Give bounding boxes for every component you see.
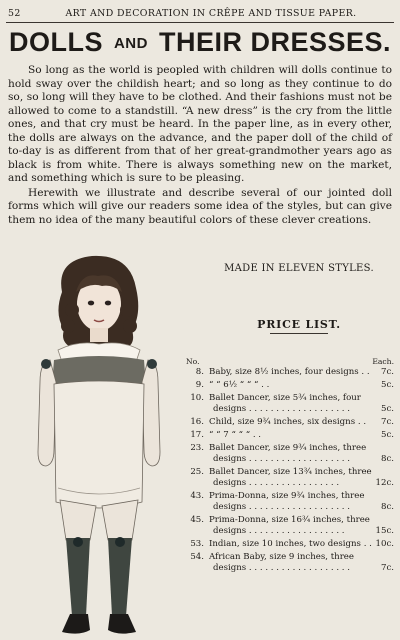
item-number: 43. (190, 491, 204, 501)
col-no-header: No. (186, 357, 200, 366)
item-price: 8c. (380, 454, 394, 464)
item-price: 5c. (380, 430, 394, 440)
item-description: “ “ 7 “ “ “ . . (209, 430, 262, 440)
item-price: 10c. (375, 539, 394, 549)
item-description: “ “ 6½ “ “ “ . . (209, 380, 270, 390)
price-item (186, 443, 394, 465)
item-price: 8c. (380, 502, 394, 512)
price-item (186, 430, 394, 441)
item-price: 7c. (380, 563, 394, 573)
price-item (186, 380, 394, 391)
item-description: Ballet Dancer, size 5¾ inches, four designs . . . . . . . . . . . . . . . . . . . (209, 393, 361, 414)
price-item (186, 539, 394, 550)
item-price: 12c. (375, 478, 394, 488)
col-each-header: Each. (372, 357, 394, 366)
header-rule (6, 22, 394, 23)
paragraph: Herewith we illustrate and describe several of our jointed doll forms which will give our readers some idea of the styles, but can give them no idea of the many beautiful colors of these clever creations. (8, 186, 392, 226)
item-price: 5c. (380, 404, 394, 414)
price-list-title: PRICE LIST. (257, 318, 341, 331)
item-number: 53. (190, 539, 204, 549)
article-title (0, 27, 400, 59)
item-price: 7c. (380, 417, 394, 427)
price-list-rule (270, 333, 328, 334)
item-number: 8. (195, 367, 204, 377)
price-item (186, 515, 394, 537)
made-in-styles: MADE IN ELEVEN STYLES. (224, 263, 374, 274)
item-number: 54. (190, 552, 204, 562)
price-list (186, 356, 394, 574)
article-body (8, 64, 392, 227)
price-item (186, 367, 394, 378)
item-number: 10. (190, 393, 204, 403)
title-part-1: DOLLS (8, 27, 103, 57)
item-price: 15c. (375, 526, 394, 536)
jointed-doll-illustration (32, 252, 182, 638)
paragraph: So long as the world is peopled with children will dolls continue to hold sway over the childish heart; and so long as they continue to do so, so long will they have to be clothed. And their fashions must not be allowed to come to a standstill. “A new dress” is the cry from the little ones, and that cry must be heard. In the paper line, as in every other, the dolls are always on the advance, and the paper doll of the child of to-day is as different from that of her great-grandmother years ago as black is from white. There is always something new on the market, and something which is sure to be pleasing. (8, 64, 392, 184)
price-item (186, 417, 394, 428)
price-item (186, 491, 394, 513)
page-number: 52 (8, 7, 21, 19)
item-description: Ballet Dancer, size 13¾ inches, three designs . . . . . . . . . . . . . . . . . (209, 467, 372, 488)
title-part-2: AND (113, 35, 148, 52)
title-part-3: THEIR DRESSES. (158, 27, 392, 57)
item-price: 5c. (380, 380, 394, 390)
item-description: Ballet Dancer, size 9¾ inches, three designs . . . . . . . . . . . . . . . . . . . (209, 443, 367, 464)
price-item (186, 467, 394, 489)
item-description: Prima-Donna, size 16¾ inches, three designs . . . . . . . . . . . . . . . . . . (209, 515, 370, 536)
item-number: 16. (190, 417, 204, 427)
item-number: 9. (195, 380, 204, 390)
item-number: 25. (190, 467, 204, 477)
item-description: Baby, size 8½ inches, four designs . . (209, 367, 370, 377)
item-number: 17. (190, 430, 204, 440)
item-description: Child, size 9¾ inches, six designs . . (209, 417, 367, 427)
price-list-headers (186, 356, 394, 367)
item-description: Prima-Donna, size 9¾ inches, three designs . . . . . . . . . . . . . . . . . . . (209, 491, 365, 512)
price-item (186, 393, 394, 415)
price-item (186, 552, 394, 574)
item-number: 45. (190, 515, 204, 525)
item-description: African Baby, size 9 inches, three designs . . . . . . . . . . . . . . . . . . . (209, 552, 354, 573)
item-price: 7c. (380, 367, 394, 377)
item-number: 23. (190, 443, 204, 453)
page-header (8, 6, 392, 20)
item-description: Indian, size 10 inches, two designs . . (209, 539, 372, 549)
running-title: ART AND DECORATION IN CRÊPE AND TISSUE PAPER. (65, 7, 357, 19)
